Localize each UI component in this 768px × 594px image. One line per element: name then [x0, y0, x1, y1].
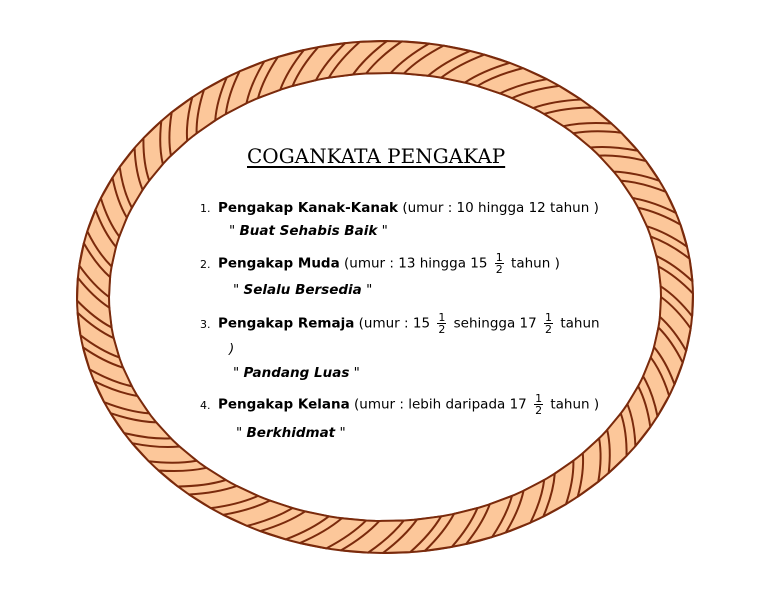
page-title: COGANKATA PENGAKAP [247, 144, 506, 168]
item-age: (umur : 10 hingga 12 tahun ) [402, 200, 599, 216]
fraction-half: $\frac{1}{2}$ [535, 392, 543, 417]
item-number: 3. [200, 317, 211, 331]
list-item-4: 4. Pengakap Kelana (umur : lebih daripada 17 $\frac{1}{2}$ tahun ) [200, 392, 600, 417]
rope-strand [132, 443, 196, 462]
item-number: 4. [200, 398, 211, 412]
list-item-1 [200, 199, 599, 218]
item-name: Pengakap Kelana [218, 396, 350, 413]
item-name: Pengakap Muda [218, 255, 340, 272]
item-name: Pengakap Kanak-Kanak [218, 200, 399, 216]
motto-text: Selalu Bersedia [243, 282, 362, 298]
rope-strand [607, 413, 626, 473]
item-age: (umur : 15 [358, 315, 431, 332]
list-item-3: 3. Pengakap Remaja (umur : 15 $\frac{1}{2}$ sehingga 17 $\frac{1}{2}$ tahun [200, 311, 600, 336]
motto-4: " Berkhidmat " [236, 425, 346, 441]
list-item-2: 2. Pengakap Muda (umur : 13 hingga 15 $\frac{1}{2}$ tahun ) [200, 251, 560, 276]
item-number: 2. [200, 257, 211, 271]
item-name: Pengakap Remaja [218, 315, 355, 332]
fraction-half: $\frac{1}{2}$ [495, 251, 503, 276]
rope-strand [143, 121, 162, 181]
item-age: (umur : lebih daripada 17 [354, 396, 527, 413]
motto-text: Berkhidmat [246, 425, 336, 441]
motto-3: " Pandang Luas " [233, 365, 360, 381]
motto-2: " Selalu Bersedia " [233, 282, 373, 298]
fraction-half: $\frac{1}{2}$ [438, 311, 446, 336]
motto-1: " Buat Sehabis Baik " [229, 223, 388, 239]
fraction-half: $\frac{1}{2}$ [545, 311, 553, 336]
rope-strand [573, 131, 637, 150]
list-item-3-continued: ) [229, 341, 235, 357]
motto-text: Buat Sehabis Baik [239, 223, 378, 239]
motto-text: Pandang Luas [243, 365, 350, 381]
item-age: (umur : 13 hingga 15 [344, 255, 488, 272]
item-number: 1. [200, 202, 211, 215]
